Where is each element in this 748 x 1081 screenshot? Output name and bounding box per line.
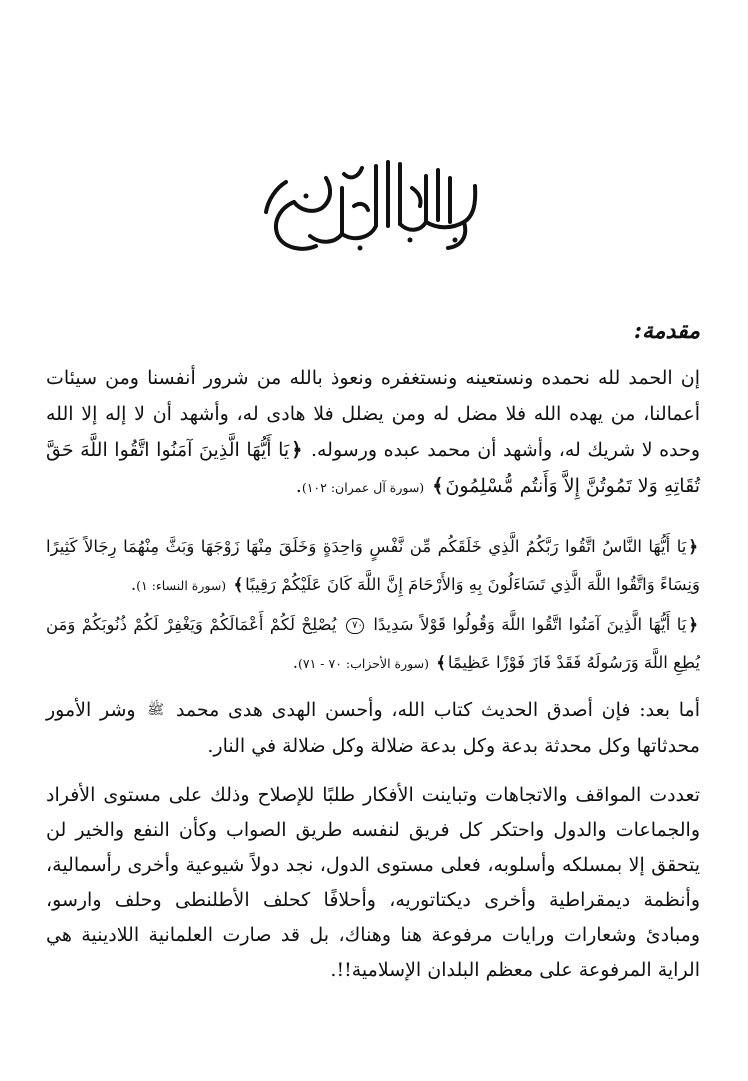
- full-stop: .: [295, 475, 302, 497]
- paragraph-verse-ahzab: [46, 606, 700, 683]
- quran-verse-al-ahzab-71: يُصْلِحْ لَكُمْ أَعْمَالَكُمْ وَيَغْفِرْ لَكُمْ ذُنُوبَكُمْ وَمَن يُطِعِ اللَّهَ وَرَسُولَهُ فَقَدْ فَازَ فَوْزًا عَظِيمًا: [46, 615, 700, 672]
- full-stop: .: [130, 575, 137, 594]
- quran-verse-al-ahzab-70: يَا أَيُّهَا الَّذِينَ آمَنُوا اتَّقُوا اللَّهَ وَقُولُوا قَوْلاً سَدِيدًا: [373, 615, 687, 634]
- paragraph-opening-praise: [46, 360, 700, 506]
- positions-text: تعددت المواقف والاتجاهات وتباينت الأفكار طلبًا للإصلاح وذلك على مستوى الأفراد والجماعات والدول واحتكر كل فريق لنفسه طريق الصواب وكأن النفع والخير لن يتحقق إلا بمسلكه وأسلوبه، فعلى مستوى الدول، نجد دولاً شيوعية وأخرى رأسمالية، وأنظمة ديمقراطية وأخرى ديكتاتوريه، وأحلافًا كحلف الأطلنطى وحلف وارسو، ومبادئ وشعارات ورايات مرفوعة هنا وهناك، بل قد صارت العلمانية اللادينية هي الراية المرفوعة على معظم البلدان الإسلامية!!.: [46, 784, 700, 981]
- quran-verse-al-imran: يَا أَيُّهَا الَّذِينَ آمَنُوا اتَّقُوا اللَّهَ حَقَّ تُقَاتِهِ وَلا تَمُوتُنَّ إِلاَّ وَأَنتُم مُّسْلِمُونَ: [46, 439, 700, 497]
- paragraph-verse-nisa: [46, 528, 700, 605]
- full-stop: .: [292, 653, 298, 672]
- quran-brace-open: ﴿: [291, 439, 303, 461]
- paragraph-positions: [46, 778, 700, 988]
- verse-reference: (سورة الأحزاب: ٧٠ - ٧١): [297, 656, 429, 671]
- section-heading: مقدمة:: [633, 318, 700, 344]
- basmala-calligraphy: [250, 148, 490, 258]
- amma-bad-tail: وشر الأمور محدثاتها وكل محدثة بدعة وكل بدعة ضلالة وكل ضلالة في النار.: [46, 699, 700, 757]
- quran-brace-close: ﴾: [436, 653, 446, 672]
- quran-brace-close: ﴾: [233, 575, 244, 594]
- amma-bad-lead: أما بعد: فإن أصدق الحديث كتاب الله، وأحسن الهدى هدى محمد: [175, 699, 700, 721]
- quran-verse-an-nisa: يَا أَيُّهَا النَّاسُ اتَّقُوا رَبَّكُمُ الَّذِي خَلَقَكُم مِّن نَّفْسٍ وَاحِدَةٍ وَخَلَقَ مِنْهَا زَوْجَهَا وَبَثَّ مِنْهُمَا رِجَالاً كَثِيرًا وَنِسَاءً وَاتَّقُوا اللَّهَ الَّذِي تَسَاءَلُونَ بِهِ وَالأَرْحَامَ إِنَّ اللَّهَ كَانَ عَلَيْكُمْ رَقِيبًا: [46, 537, 700, 594]
- verse-number-marker: ٧٠: [346, 618, 364, 634]
- quran-brace-open: ﴿: [688, 615, 698, 634]
- basmala-calligraphy-drawing: [250, 148, 490, 258]
- salawat-glyph: ﷺ: [147, 702, 165, 718]
- verse-reference: (سورة النساء: ١): [136, 578, 227, 593]
- quran-brace-close: ﴾: [432, 475, 444, 497]
- verse-reference: (سورة آل عمران: ١٠٢): [301, 480, 425, 495]
- paragraph-amma-bad: [46, 692, 700, 764]
- opening-praise-text: إن الحمد لله نحمده ونستعينه ونستغفره ونعوذ بالله من شرور أنفسنا ومن سيئات أعمالنا، من يهده الله فلا مضل له ومن يضلل فلا هادى له، وأشهد أن لا إله إلا الله وحده لا شريك له، وأشهد أن محمد عبده ورسوله.: [46, 367, 700, 461]
- quran-brace-open: ﴿: [688, 537, 698, 556]
